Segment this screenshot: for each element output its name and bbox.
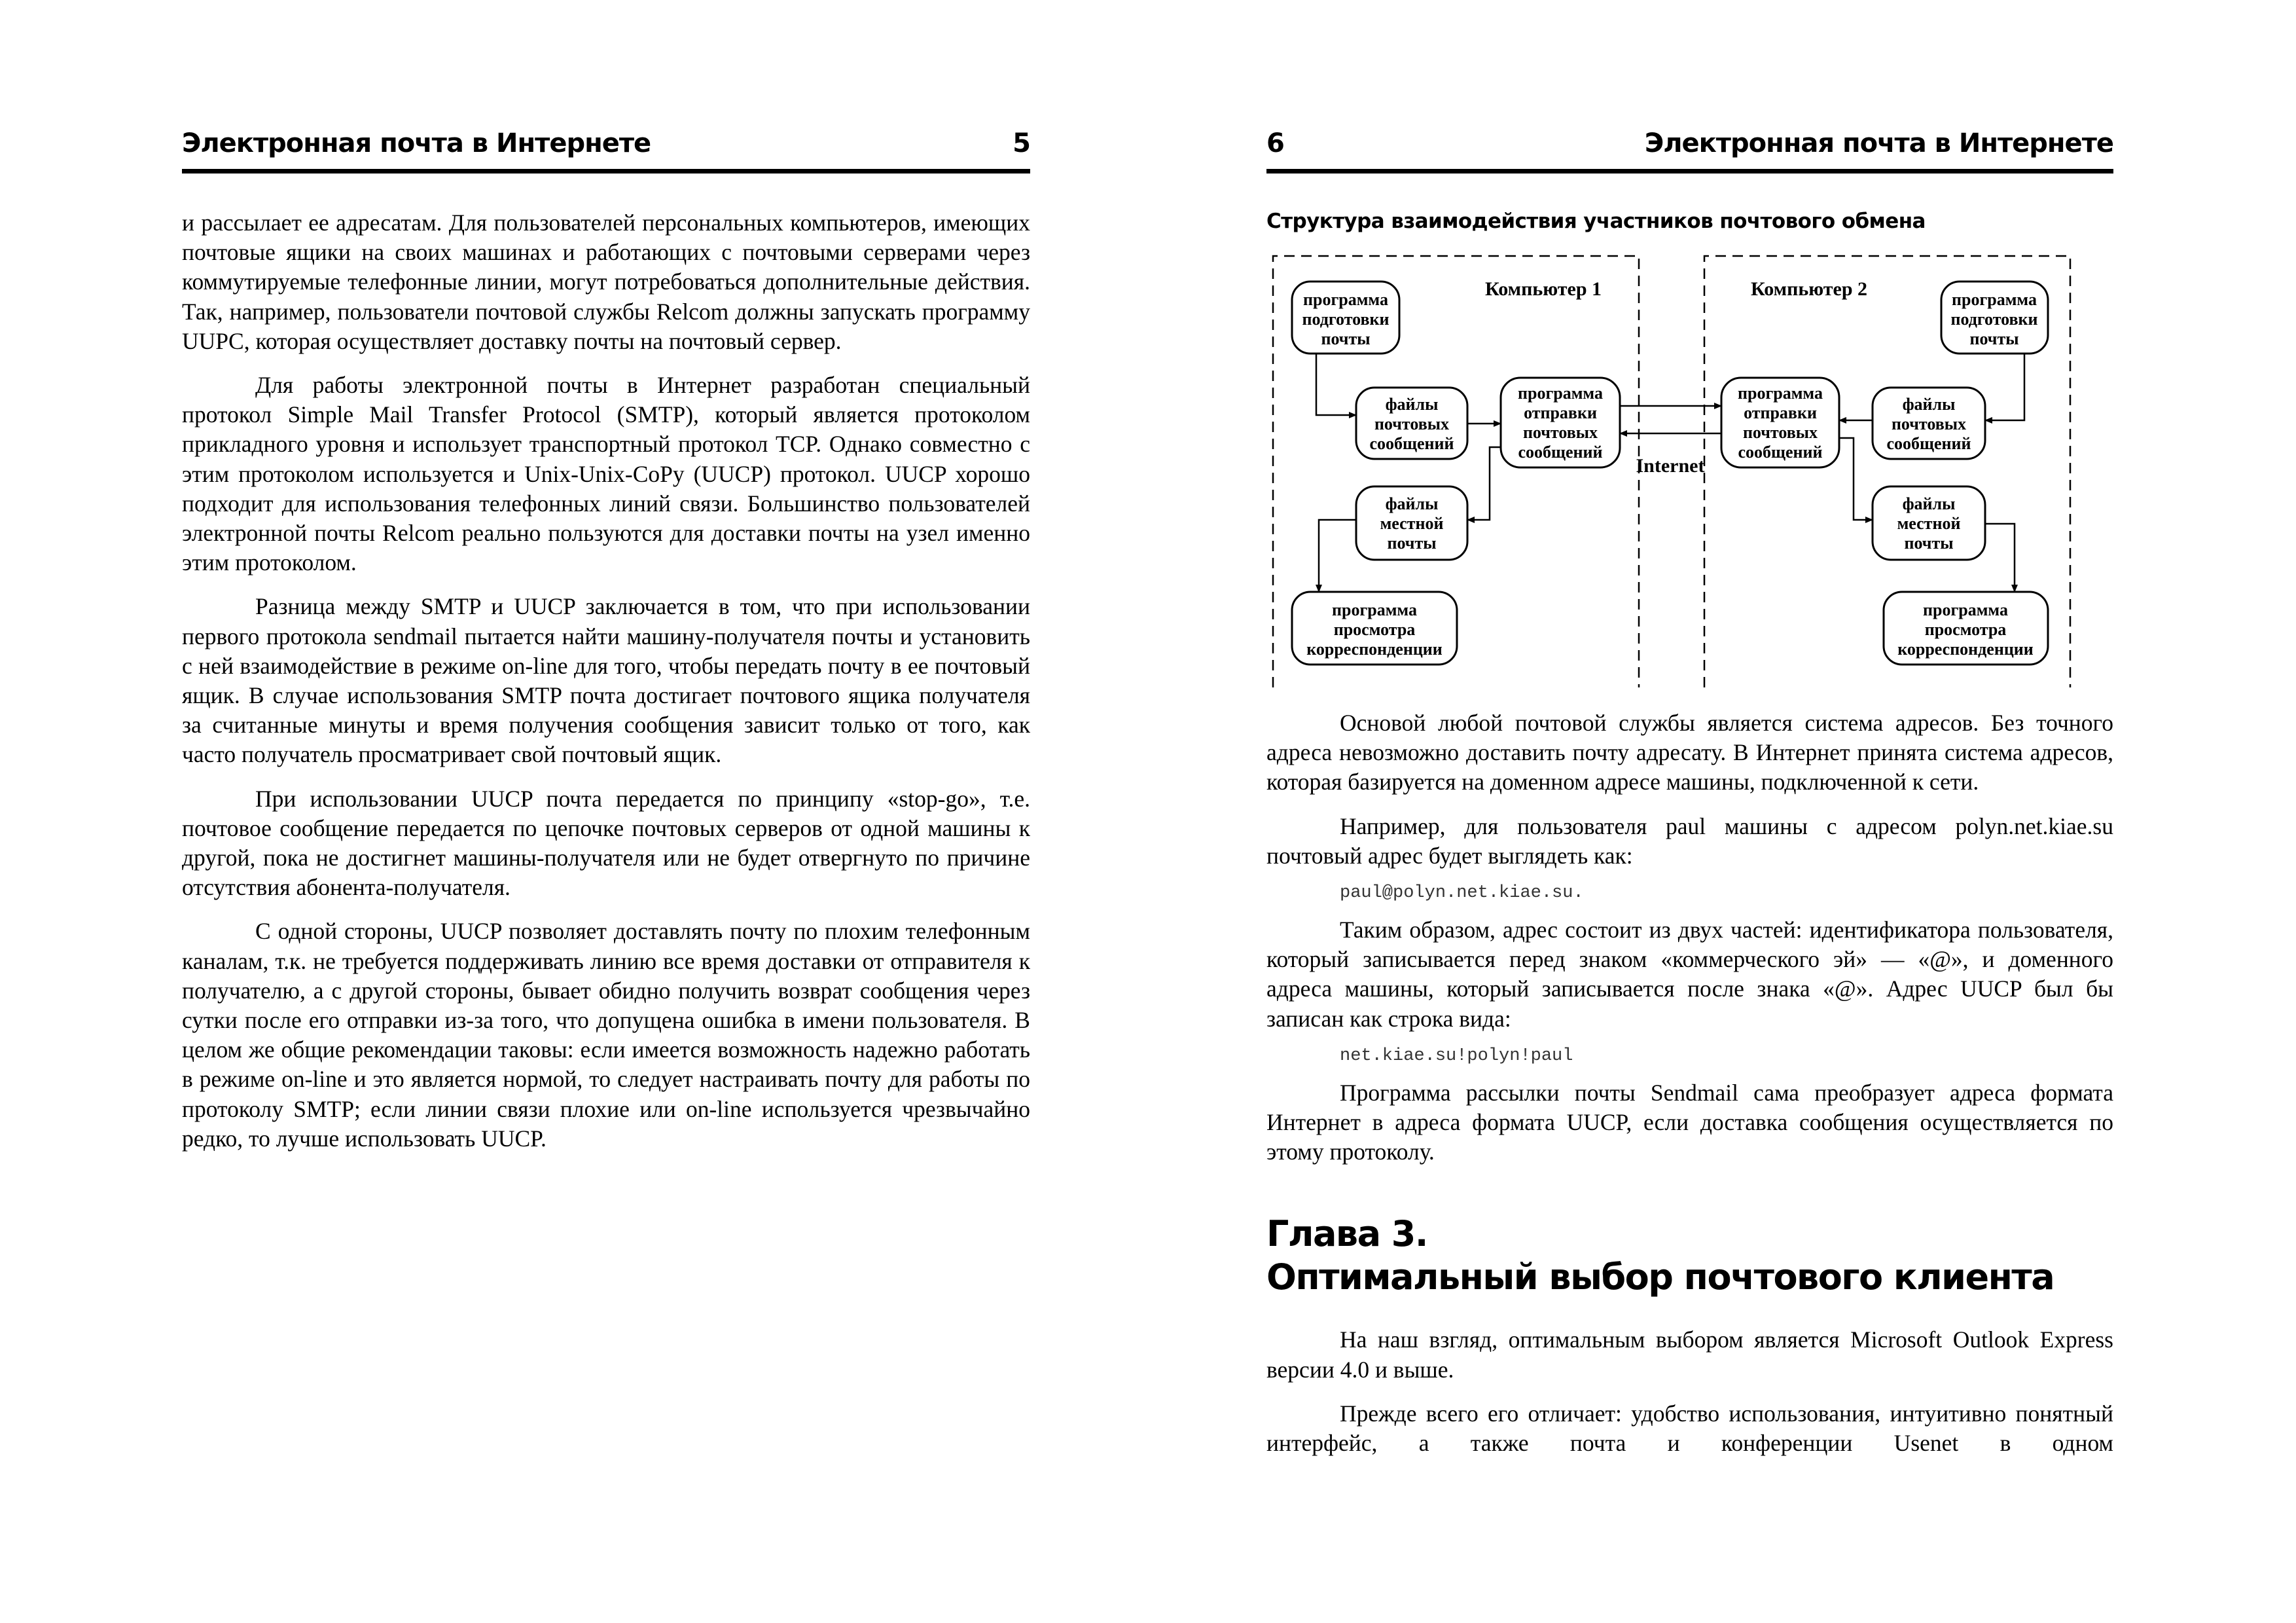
computer2-label: Компьютер 2 [1750, 278, 1868, 300]
svg-text:почты: почты [1969, 329, 2019, 348]
arrow-c2-local-to-view [1985, 524, 2015, 592]
svg-text:сообщений: сообщений [1369, 434, 1454, 453]
running-title: Электронная почта в Интернете [182, 128, 651, 158]
paragraph: На наш взгляд, оптимальным выбором является Microsoft Outlook Express версии 4.0 и выше. [1266, 1326, 2113, 1383]
arrow-c1-send-to-local [1467, 447, 1501, 520]
paragraph: Таким образом, адрес состоит из двух частей: идентификатора пользователя, который записывается перед знаком «коммерческого эй» — «@», и доменного адреса машины, который записывается после знака «@». Адрес UUCP был бы записан как строка вида: [1266, 917, 2113, 1032]
svg-text:корреспонденции: корреспонденции [1897, 640, 2034, 659]
svg-text:почтовых: почтовых [1522, 423, 1598, 442]
svg-text:программа: программа [1332, 600, 1417, 619]
svg-text:файлы: файлы [1385, 395, 1439, 414]
svg-text:отправки: отправки [1524, 403, 1597, 422]
paragraph: Прежде всего его отличает: удобство использования, интуитивно понятный интерфейс, а также почта и конференции Usenet в одном [1266, 1400, 2113, 1457]
chapter-title: Оптимальный выбор почтового клиента [1266, 1256, 2054, 1298]
page-number: 6 [1266, 128, 1284, 158]
paragraph: Например, для пользователя paul машины с адресом polyn.net.kiae.su почтовый адрес будет выглядеть как: [1266, 812, 2113, 869]
body-text [182, 208, 1030, 1168]
paragraph: и рассылает ее адресатам. Для пользователей персональных компьютеров, имеющих почтовые ящики на своих машинах и работающих с почтовыми серверами через коммутируемые телефонные линии, могут потребоваться дополнительные действия. Так, например, пользователи почтовой службы Relcom должны запускать программу UUPC, которая осуществляет доставку почты на почтовый сервер. [182, 210, 1030, 354]
paragraph: Программа рассылки почты Sendmail сама преобразует адреса формата Интернет в адреса формата UUCP, если доставка сообщения осуществляется по этому протоколу. [1266, 1079, 2113, 1165]
svg-text:корреспонденции: корреспонденции [1306, 640, 1443, 659]
svg-text:файлы: файлы [1902, 494, 1956, 513]
figure-caption: Структура взаимодействия участников почтового обмена [1266, 210, 1926, 233]
svg-text:программа: программа [1518, 384, 1603, 403]
arrow-c2-send-to-local [1839, 438, 1873, 520]
svg-text:почты: почты [1387, 534, 1437, 553]
svg-text:отправки: отправки [1744, 403, 1817, 422]
svg-text:файлы: файлы [1902, 395, 1956, 414]
svg-text:почтовых: почтовых [1742, 423, 1818, 442]
arrow-c1-prep-to-files [1316, 354, 1356, 415]
svg-text:сообщений: сообщений [1886, 434, 1971, 453]
svg-text:просмотра: просмотра [1924, 620, 2007, 639]
uucp-address-example: net.kiae.su!polyn!paul [1340, 1046, 1573, 1066]
svg-text:почтовых: почтовых [1374, 414, 1450, 433]
svg-text:подготовки: подготовки [1950, 310, 2038, 329]
paragraph: Основой любой почтовой службы является система адресов. Без точного адреса невозможно доставить почту адресату. В Интернет принята система адресов, которая базируется на доменном адресе машины, подключенной к сети. [1266, 710, 2113, 795]
chapter-number: Глава 3. [1266, 1213, 1427, 1255]
svg-text:почтовых: почтовых [1891, 414, 1967, 433]
paragraph: При использовании UUCP почта передается по принципу «stop-go», т.е. почтовое сообщение передается по цепочке почтовых серверов от одной машины к другой, пока не достигнет машины-получателя или не будет отвергнуто по причине отсутствия абонента-получателя. [182, 785, 1030, 901]
svg-text:местной: местной [1897, 514, 1961, 533]
arrow-c1-local-to-view [1319, 520, 1356, 592]
svg-text:просмотра: просмотра [1333, 620, 1416, 639]
paragraph: Для работы электронной почты в Интернет разработан специальный протокол Simple Mail Transfer Protocol (SMTP), который является протоколом прикладного уровня и использует транспортный протокол TCP. Однако совместно с этим протоколом используется и Unix-Unix-CoPy (UUCP) протокол. UUCP хорошо подходит для использования телефонных линий связи. Большинство пользователей электронной почты Relcom реально пользуются для доставки почты на узел именно этим протоколом. [182, 372, 1030, 576]
svg-text:сообщений: сообщений [1738, 443, 1823, 462]
svg-text:местной: местной [1380, 514, 1444, 533]
svg-text:почты: почты [1904, 534, 1954, 553]
svg-text:программа: программа [1738, 384, 1823, 403]
svg-text:программа: программа [1952, 290, 2037, 309]
computer1-label: Компьютер 1 [1484, 278, 1602, 300]
running-header [182, 128, 1030, 168]
chapter-heading [1266, 1213, 2113, 1299]
svg-text:подготовки: подготовки [1302, 310, 1390, 329]
running-header [1266, 128, 2113, 168]
page-number: 5 [1013, 128, 1030, 158]
arrow-c2-prep-to-files [1985, 354, 2024, 420]
svg-text:почты: почты [1321, 329, 1371, 348]
email-address-example: paul@polyn.net.kiae.su. [1340, 883, 1584, 903]
header-rule [1266, 169, 2113, 173]
mail-exchange-diagram [1266, 249, 2113, 694]
internet-label: Internet [1636, 455, 1705, 477]
header-rule [182, 169, 1030, 173]
svg-text:файлы: файлы [1385, 494, 1439, 513]
running-title: Электронная почта в Интернете [1644, 128, 2113, 158]
paragraph: Разница между SMTP и UUCP заключается в том, что при использовании первого протокола sendmail пытается найти машину-получателя почты и установить с ней взаимодействие в режиме on-line для того, чтобы передать почту в ее почтовый ящик. В случае использования SMTP почта достигает почтового ящика получателя за считанные минуты и время получения сообщения зависит только от того, как часто получатель просматривает свой почтовый ящик. [182, 593, 1030, 768]
paragraph: С одной стороны, UUCP позволяет доставлять почту по плохим телефонным каналам, т.к. не требуется поддерживать линию все время доставки от отправителя к получателю, а с другой стороны, бывает обидно получить возврат сообщения через сутки после его отправки из-за того, что допущена ошибка в имени пользователя. В целом же общие рекомендации таковы: если имеется возможность надежно работать в режиме on-line и это является нормой, то следует настраивать почту для работы по протоколу SMTP; если линии связи плохие или on-line используется чрезвычайно редко, то лучше использовать UUCP. [182, 918, 1030, 1152]
svg-text:программа: программа [1303, 290, 1388, 309]
svg-text:программа: программа [1923, 600, 2008, 619]
svg-text:сообщений: сообщений [1518, 443, 1603, 462]
body-text [1266, 708, 2113, 1472]
